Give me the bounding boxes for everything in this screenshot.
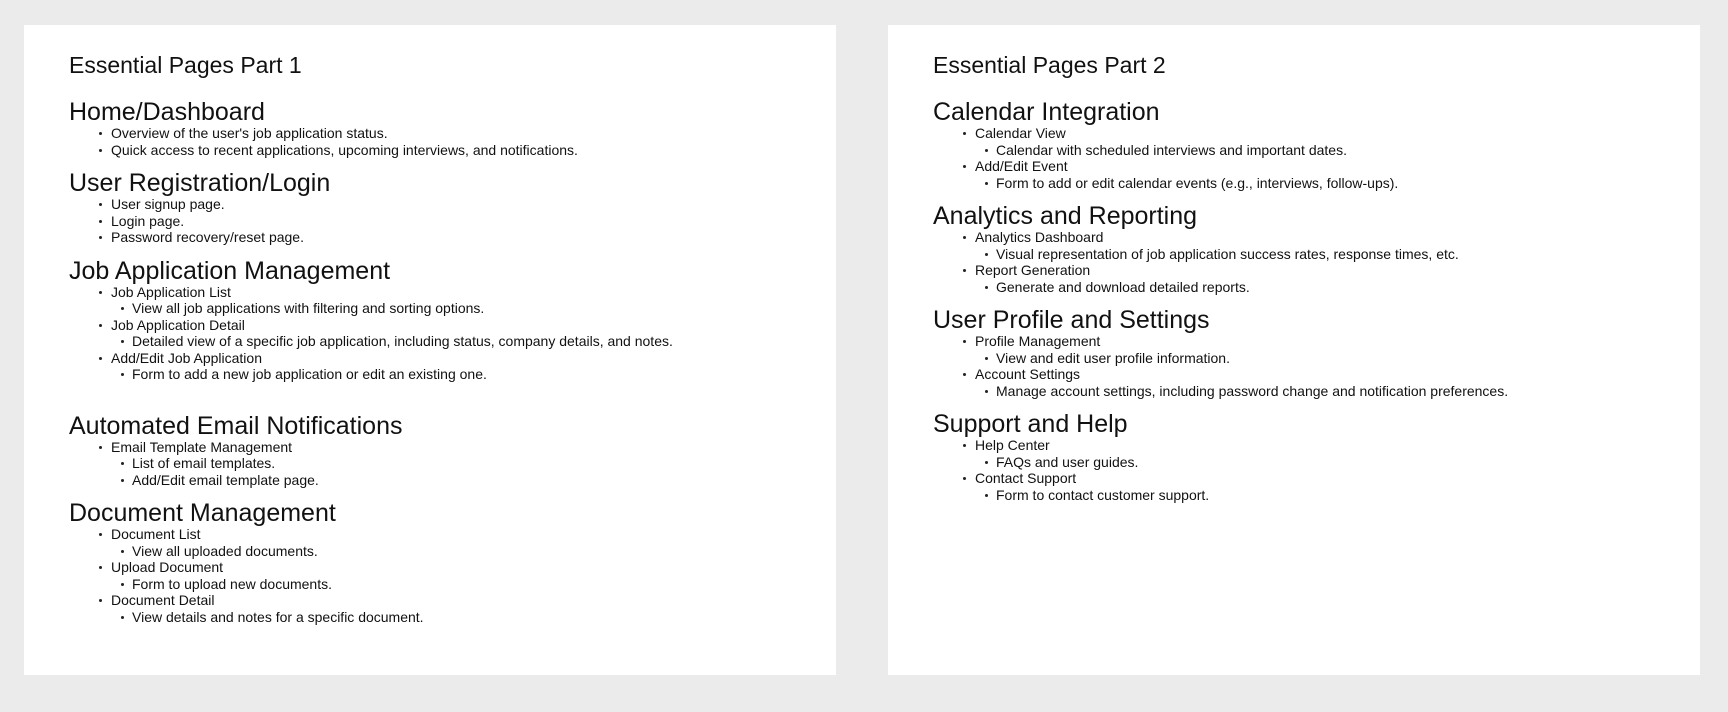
bullet-icon	[99, 236, 102, 239]
bullet-icon	[963, 269, 966, 272]
sub-list-item-label: Add/Edit email template page.	[132, 471, 319, 488]
bullet-icon	[121, 616, 124, 619]
page-title: Essential Pages Part 1	[69, 52, 302, 78]
sub-list-item	[111, 472, 836, 489]
bullet-icon	[985, 253, 988, 256]
sub-list-item-label: Form to add or edit calendar events (e.g., interviews, follow-ups).	[996, 174, 1399, 191]
list-item	[933, 229, 1700, 262]
bullet-list	[69, 125, 836, 158]
bullet-list	[933, 229, 1700, 295]
list-item	[69, 284, 836, 317]
sub-list-item	[111, 366, 836, 383]
bullet-icon	[99, 220, 102, 223]
list-item	[933, 366, 1700, 399]
bullet-icon	[963, 340, 966, 343]
bullet-icon	[963, 477, 966, 480]
sub-list-item	[975, 246, 1700, 263]
sub-list-item	[975, 454, 1700, 471]
bullet-icon	[121, 550, 124, 553]
sub-bullet-list	[975, 246, 1700, 263]
bullet-icon	[99, 132, 102, 135]
bullet-icon	[99, 357, 102, 360]
list-item-label: Help Center	[975, 437, 1050, 453]
sub-bullet-list	[975, 279, 1700, 296]
sub-bullet-list	[111, 366, 836, 383]
sub-bullet-list	[111, 576, 836, 593]
page-card-part-2	[888, 25, 1700, 675]
bullet-list	[69, 439, 836, 489]
section-heading: Job Application Management	[69, 256, 391, 285]
sub-bullet-list	[975, 383, 1700, 400]
sub-bullet-list	[975, 175, 1700, 192]
list-item-label: Login page.	[111, 212, 185, 229]
list-item-label: Upload Document	[111, 559, 224, 575]
bullet-list	[69, 526, 836, 625]
list-item	[933, 333, 1700, 366]
page-title: Essential Pages Part 2	[933, 52, 1166, 78]
sub-list-item	[975, 383, 1700, 400]
page-card-part-1	[24, 25, 836, 675]
sub-bullet-list	[975, 454, 1700, 471]
bullet-icon	[963, 132, 966, 135]
sub-list-item	[975, 279, 1700, 296]
section	[69, 500, 836, 625]
list-item-label: Analytics Dashboard	[975, 229, 1104, 245]
sub-list-item-label: Calendar with scheduled interviews and important dates.	[996, 141, 1347, 158]
section-heading: Home/Dashboard	[69, 98, 265, 126]
sub-list-item-label: Detailed view of a specific job application, including status, company details, and notes.	[132, 333, 673, 349]
bullet-icon	[121, 307, 124, 310]
bullet-icon	[99, 203, 102, 206]
bullet-icon	[121, 373, 124, 376]
list-item	[69, 142, 836, 159]
sub-bullet-list	[975, 487, 1700, 504]
sub-bullet-list	[975, 142, 1700, 159]
sub-list-item	[111, 333, 836, 350]
sub-list-item-label: Visual representation of job application success rates, response times, etc.	[996, 245, 1459, 262]
sub-list-item	[111, 300, 836, 317]
section	[933, 307, 1700, 399]
sub-bullet-list	[111, 333, 836, 350]
section-heading: Document Management	[69, 499, 336, 527]
bullet-icon	[99, 566, 102, 569]
section	[933, 411, 1700, 503]
bullet-list	[933, 125, 1700, 191]
list-item-label: Job Application List	[111, 283, 231, 300]
list-item-label: Document Detail	[111, 592, 215, 608]
section	[69, 170, 836, 246]
sub-list-item-label: List of email templates.	[132, 455, 276, 471]
sub-list-item-label: View and edit user profile information.	[996, 349, 1230, 366]
list-item	[933, 125, 1700, 158]
list-item-label: Quick access to recent applications, upcoming interviews, and notifications.	[111, 141, 578, 158]
list-item	[69, 592, 836, 625]
sub-list-item-label: FAQs and user guides.	[996, 453, 1139, 470]
bullet-icon	[963, 444, 966, 447]
list-item-label: Report Generation	[975, 262, 1091, 278]
list-item	[69, 229, 836, 246]
sub-list-item	[975, 175, 1700, 192]
section	[933, 203, 1700, 295]
list-item-label: Account Settings	[975, 366, 1081, 382]
section-heading: Analytics and Reporting	[933, 202, 1198, 230]
bullet-icon	[99, 149, 102, 152]
list-item	[933, 262, 1700, 295]
sub-list-item-label: View all uploaded documents.	[132, 542, 318, 559]
list-item-label: Job Application Detail	[111, 316, 245, 333]
sub-list-item	[111, 576, 836, 593]
bullet-icon	[985, 182, 988, 185]
list-item	[933, 158, 1700, 191]
bullet-icon	[99, 533, 102, 536]
section	[69, 413, 836, 489]
list-item-label: Add/Edit Job Application	[111, 349, 262, 366]
section-list	[933, 99, 1700, 503]
sub-list-item	[975, 142, 1700, 159]
list-item	[933, 470, 1700, 503]
sub-bullet-list	[111, 543, 836, 560]
section-heading: Support and Help	[933, 410, 1128, 438]
list-item	[69, 439, 836, 489]
bullet-icon	[121, 583, 124, 586]
sub-list-item-label: Manage account settings, including password change and notification preferences.	[996, 382, 1509, 399]
section-list	[69, 99, 836, 625]
bullet-list	[933, 437, 1700, 503]
sub-bullet-list	[111, 300, 836, 317]
section-heading: User Profile and Settings	[933, 306, 1210, 334]
bullet-icon	[963, 373, 966, 376]
list-item	[69, 213, 836, 230]
list-item-label: Email Template Management	[111, 438, 293, 455]
bullet-list	[933, 333, 1700, 399]
bullet-icon	[99, 446, 102, 449]
list-item	[69, 526, 836, 559]
sub-bullet-list	[111, 455, 836, 488]
bullet-icon	[963, 165, 966, 168]
list-item	[69, 317, 836, 350]
bullet-icon	[121, 462, 124, 465]
sub-list-item	[111, 455, 836, 472]
section-heading: Automated Email Notifications	[69, 411, 403, 440]
section-heading: Calendar Integration	[933, 98, 1160, 126]
list-item-label: User signup page.	[111, 196, 225, 212]
bullet-icon	[985, 286, 988, 289]
sub-list-item	[111, 609, 836, 626]
sub-list-item-label: Form to upload new documents.	[132, 575, 332, 592]
sub-bullet-list	[111, 609, 836, 626]
sub-list-item	[975, 350, 1700, 367]
sub-list-item-label: View all job applications with filtering and sorting options.	[132, 300, 485, 316]
list-item-label: Profile Management	[975, 333, 1101, 349]
section	[69, 258, 836, 383]
list-item-label: Contact Support	[975, 470, 1077, 486]
sub-list-item-label: View details and notes for a specific document.	[132, 608, 424, 625]
bullet-icon	[985, 461, 988, 464]
bullet-icon	[121, 340, 124, 343]
bullet-icon	[985, 357, 988, 360]
bullet-icon	[99, 324, 102, 327]
list-item-label: Overview of the user's job application status.	[111, 125, 388, 141]
bullet-icon	[99, 599, 102, 602]
section	[933, 99, 1700, 191]
bullet-list	[69, 284, 836, 383]
section-heading: User Registration/Login	[69, 169, 331, 197]
sub-list-item-label: Form to contact customer support.	[996, 486, 1210, 503]
sub-list-item	[975, 487, 1700, 504]
bullet-icon	[985, 494, 988, 497]
list-item-label: Password recovery/reset page.	[111, 229, 304, 245]
list-item	[69, 559, 836, 592]
bullet-icon	[99, 291, 102, 294]
list-item	[69, 350, 836, 383]
section	[69, 99, 836, 158]
list-item-label: Document List	[111, 526, 201, 542]
bullet-icon	[985, 390, 988, 393]
list-item-label: Calendar View	[975, 125, 1066, 141]
bullet-icon	[985, 149, 988, 152]
sub-list-item-label: Generate and download detailed reports.	[996, 278, 1250, 295]
list-item-label: Add/Edit Event	[975, 158, 1068, 174]
sub-bullet-list	[975, 350, 1700, 367]
sub-list-item	[111, 543, 836, 560]
bullet-icon	[963, 236, 966, 239]
sub-list-item-label: Form to add a new job application or edit an existing one.	[132, 366, 487, 382]
list-item	[933, 437, 1700, 470]
list-item	[69, 125, 836, 142]
list-item	[69, 196, 836, 213]
bullet-list	[69, 196, 836, 246]
bullet-icon	[121, 479, 124, 482]
